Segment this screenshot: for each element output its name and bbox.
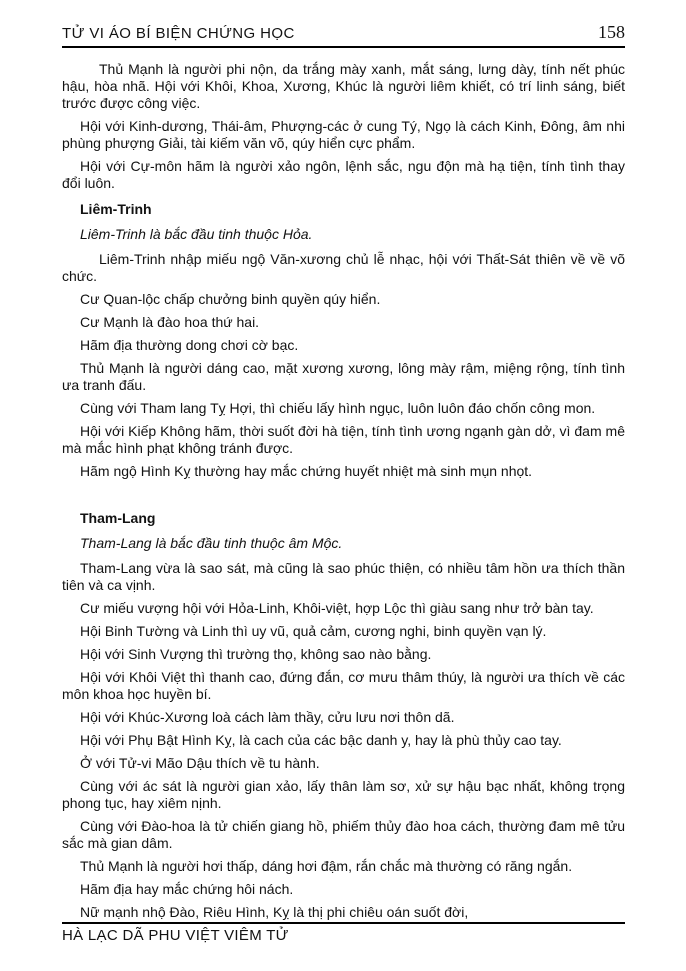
paragraph: Hội với Cự-môn hãm là người xảo ngôn, lệnh sắc, ngu độn mà hạ tiện, tính tình thay đổi luôn. (62, 158, 625, 191)
paragraph: Hãm địa hay mắc chứng hôi nách. (80, 881, 294, 897)
paragraph: Hội với Khôi Việt thì thanh cao, đứng đắn, cơ mưu thâm thúy, là người ưa thích về các môn khoa học huyền bí. (62, 669, 625, 702)
paragraph: Hội với Kiếp Không hãm, thời suốt đời hà tiện, tính tình ương ngạnh gàn dở, vì đam mê mà mắc hình phạt không tránh được. (62, 423, 625, 456)
section-heading-tham-lang: Tham-Lang (80, 510, 156, 526)
paragraph: Thủ Mạnh là người hơi thấp, dáng hơi đậm, rắn chắc mà thường có răng ngắn. (80, 858, 573, 874)
paragraph: Hội với Sinh Vượng thì trường thọ, không sao nào bằng. (80, 646, 432, 662)
page-header (62, 0, 625, 48)
running-title: TỬ VI ÁO BÍ BIỆN CHỨNG HỌC (62, 25, 295, 42)
paragraph: Nữ mạnh nhộ Đào, Riêu Hình, Kỵ là thị phi chiêu oán suốt đời, (80, 904, 469, 920)
paragraph: Hội với Kinh-dương, Thái-âm, Phượng-các ở cung Tý, Ngọ là cách Kinh, Đông, âm nhi phùng phượng Giải, tài kiếm văn võ, qúy hiển cực phẩm. (62, 118, 625, 151)
paragraph: Hãm ngộ Hình Kỵ thường hay mắc chứng huyết nhiệt mà sinh mụn nhọt. (80, 463, 533, 479)
paragraph: Cùng với ác sát là người gian xảo, lấy thân làm sơ, xử sự hậu bạc nhất, không trọng phong tục, hay xiêm nịnh. (62, 778, 625, 811)
page-footer (62, 922, 625, 944)
paragraph: Tham-Lang vừa là sao sát, mà cũng là sao phúc thiện, có nhiều tâm hồn ưa thích thần tiên và ca vịnh. (62, 560, 625, 593)
paragraph: Liêm-Trinh nhập miếu ngộ Văn-xương chủ lễ nhạc, hội với Thất-Sát thiên về về võ chức. (62, 251, 625, 284)
section-heading-liem-trinh: Liêm-Trinh (80, 201, 152, 217)
section-subtitle: Liêm-Trinh là bắc đầu tinh thuộc Hỏa. (80, 226, 313, 242)
paragraph: Hãm địa thường dong chơi cờ bạc. (80, 337, 299, 353)
document-body (62, 48, 625, 921)
paragraph: Cư Mạnh là đào hoa thứ hai. (80, 314, 260, 330)
paragraph: Cư Quan-lộc chấp chưởng binh quyền qúy hiển. (80, 291, 381, 307)
paragraph: Cư miếu vượng hội với Hỏa-Linh, Khôi-việt, hợp Lộc thì giàu sang như trở bàn tay. (80, 600, 594, 616)
paragraph: Cùng với Tham lang Tỵ Hợi, thì chiếu lấy hình ngục, luôn luôn đáo chốn công mon. (80, 400, 596, 416)
paragraph: Cùng với Đào-hoa là tử chiến giang hồ, phiếm thủy đào hoa cách, thường đam mê tửu sắc mà gian dâm. (62, 818, 625, 851)
paragraph: Ở với Tử-vi Mão Dậu thích về tu hành. (80, 755, 320, 771)
footer-author-text: HÀ LẠC DÃ PHU VIỆT VIÊM TỬ (62, 927, 289, 944)
paragraph: Thủ Mạnh là người phi nộn, da trắng mày xanh, mắt sáng, lưng dày, tính nết phúc hậu, hòa nhã. Hội với Khôi, Khoa, Xương, Khúc là người liêm khiết, có trí linh sáng, biết trước được công việc. (62, 61, 625, 111)
paragraph: Hội với Khúc-Xương loà cách làm thầy, cửu lưu nơi thôn dã. (80, 709, 455, 725)
section-subtitle: Tham-Lang là bắc đầu tinh thuộc âm Mộc. (80, 535, 343, 551)
page-number: 158 (598, 22, 625, 42)
paragraph: Thủ Mạnh là người dáng cao, mặt xương xương, lông mày rậm, miệng rộng, tính tình ưa tranh đấu. (62, 360, 625, 393)
paragraph: Hội Binh Tường và Linh thì uy vũ, quả cảm, cương nghi, binh quyền vạn lý. (80, 623, 547, 639)
paragraph: Hội với Phụ Bật Hình Kỵ, là cach của các bậc danh y, hay là phù thủy cao tay. (80, 732, 562, 748)
